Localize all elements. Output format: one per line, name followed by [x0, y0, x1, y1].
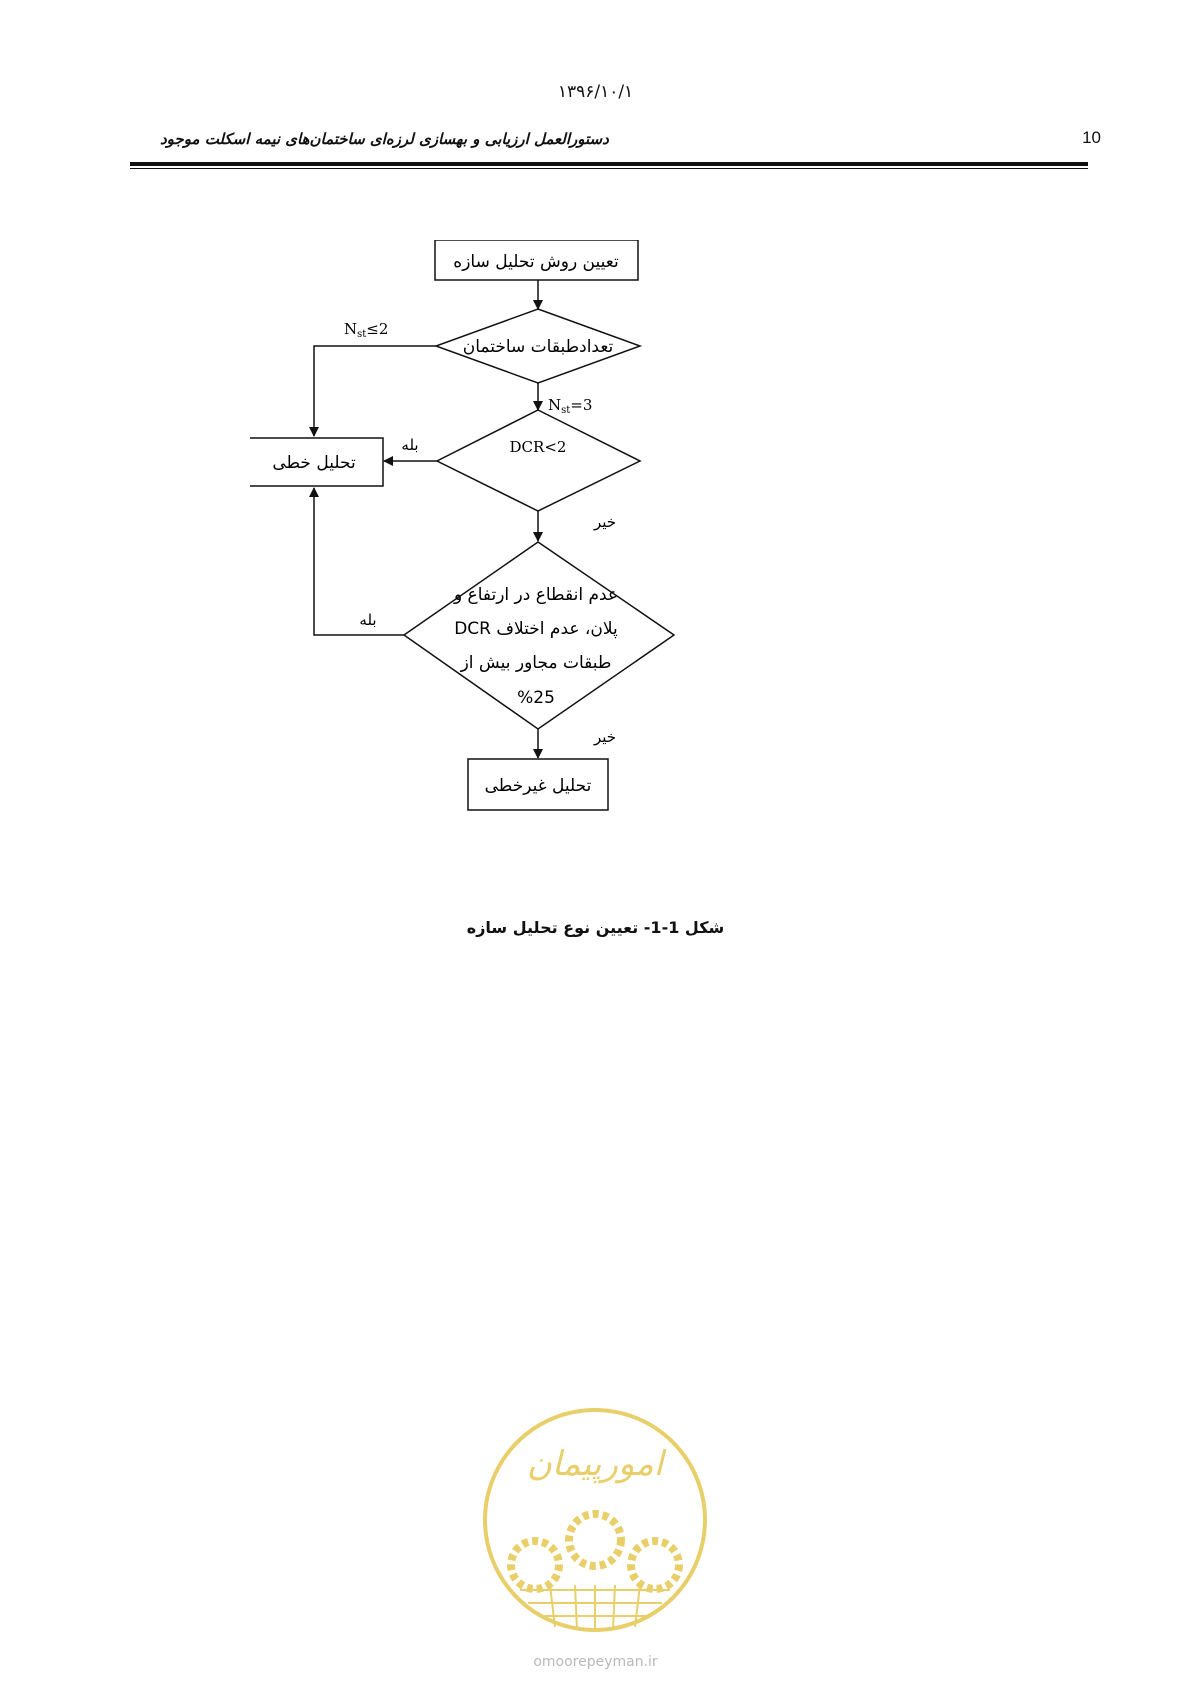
seal-logo	[480, 1405, 710, 1635]
analysis-method-flowchart	[250, 240, 710, 840]
document-header-title: دستورالعمل ارزیابی و بهسازی لرزه‌ای ساختمان‌های نیمه اسکلت موجود	[160, 130, 609, 148]
storeys-decision-label: تعدادطبقات ساختمان	[462, 337, 614, 357]
no2-label: خیر	[593, 728, 617, 746]
regularity-decision-line-2: پلان، عدم اختلاف DCR	[454, 619, 618, 639]
regularity-decision-line-1: عدم انقطاع در ارتفاع و	[453, 585, 619, 605]
dcr-decision	[437, 410, 640, 511]
figure-caption: شکل 1-1- تعیین نوع تحلیل سازه	[466, 918, 725, 937]
header-rule-thick	[130, 162, 1088, 166]
dcr-decision-label: DCR<2	[509, 438, 567, 456]
linear-analysis-label: تحلیل خطی	[272, 453, 356, 473]
document-date: ۱۳۹۶/۱۰/۱	[557, 82, 634, 102]
start-box-label: تعیین روش تحلیل سازه	[453, 252, 619, 272]
yes1-label: بله	[401, 436, 419, 454]
seal-logo-text: امورپیمان	[526, 1444, 664, 1484]
watermark-text: omoorepeyman.ir	[533, 1654, 658, 1670]
no1-label: خیر	[593, 513, 617, 531]
arrow-storeys-to-linear	[314, 346, 436, 436]
branch-le2-label: $N_{st}\le 2$	[344, 320, 389, 340]
nonlinear-analysis-label: تحلیل غیرخطی	[484, 776, 592, 796]
regularity-decision-line-4: %25	[517, 688, 555, 708]
page-number: 10	[1082, 128, 1101, 147]
branch-eq3-label: $N_{st}=3$	[548, 396, 593, 416]
regularity-decision-line-3: طبقات مجاور بیش از	[460, 653, 612, 673]
header-rule-thin	[130, 168, 1088, 169]
yes2-label: بله	[359, 611, 377, 629]
